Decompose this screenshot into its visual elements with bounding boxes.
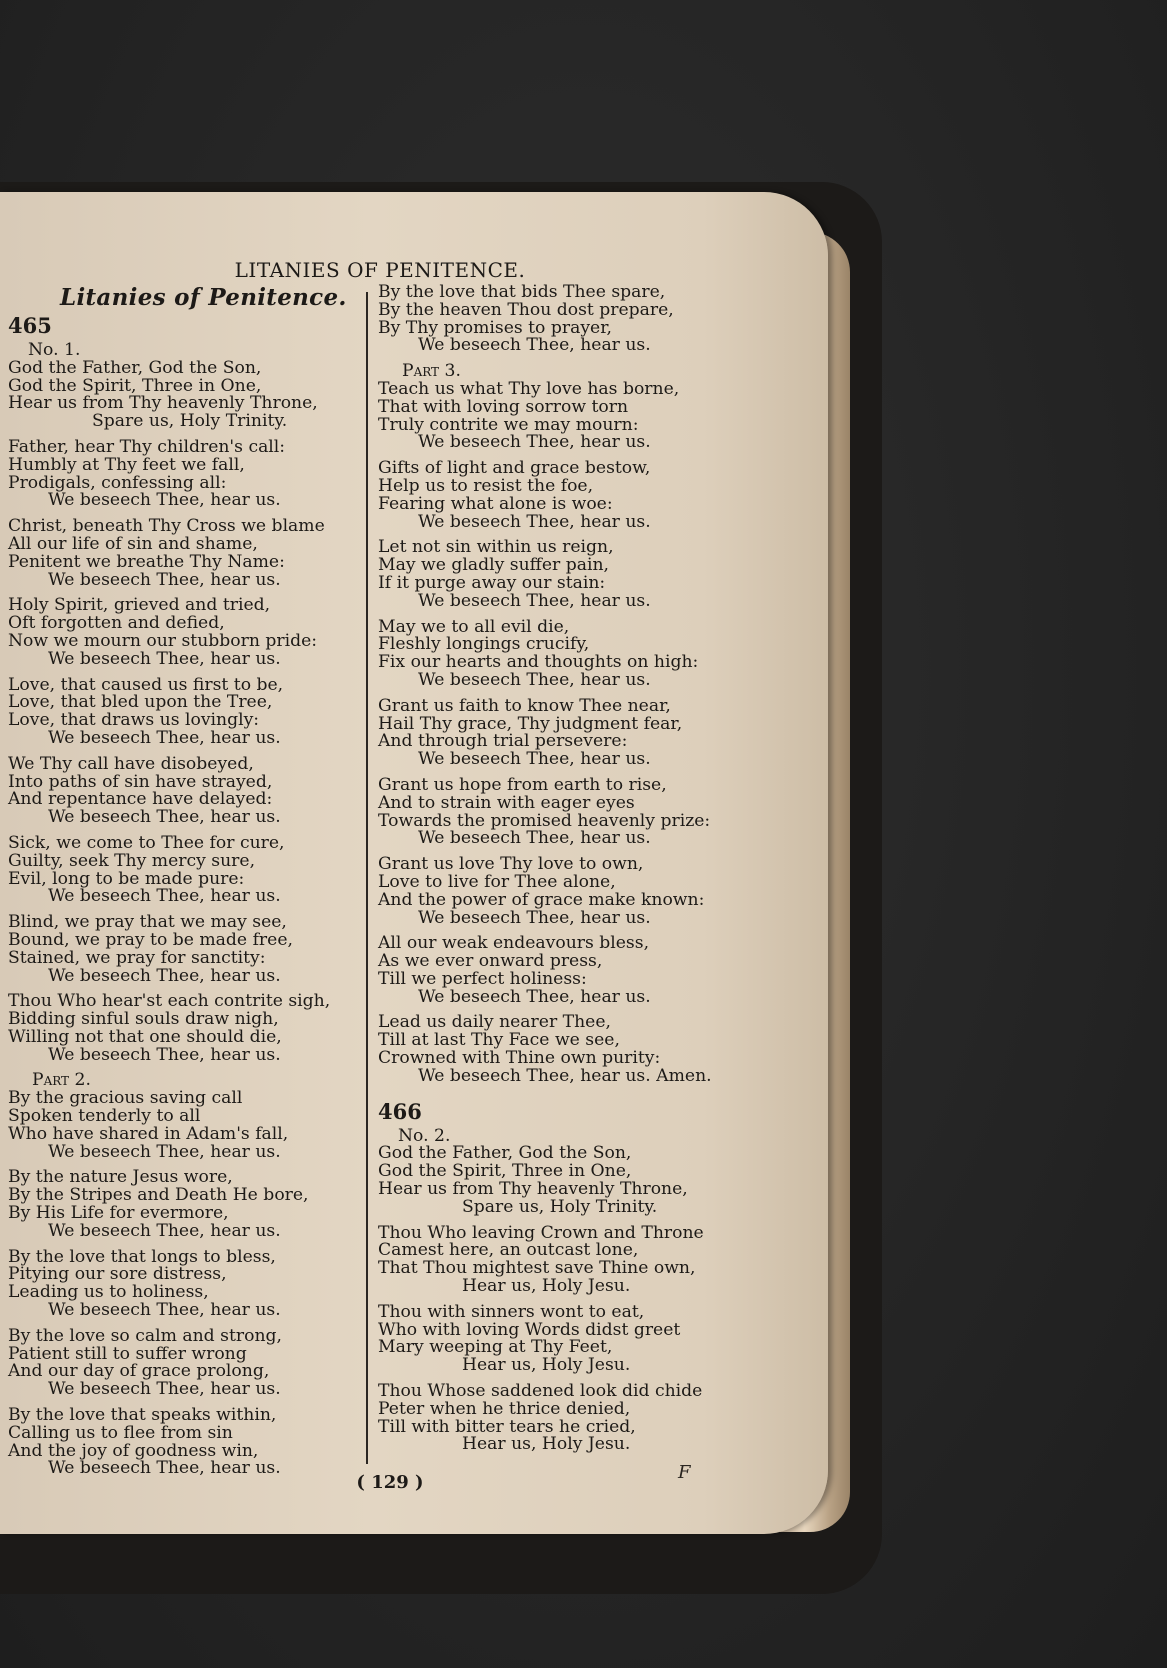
part-2-stanzas — [8, 1090, 358, 1478]
verse-line: We beseech Thee, hear us. — [48, 1141, 281, 1162]
verse-line: Sick, we come to Thee for cure, — [8, 832, 285, 853]
stanza — [378, 460, 758, 531]
stanza — [8, 993, 358, 1064]
stanza — [8, 1090, 358, 1161]
verse-line: Willing not that one should die, — [8, 1026, 282, 1047]
no-label: No. 1. — [28, 340, 81, 360]
stanza — [8, 832, 358, 907]
verse-line: Teach us what Thy love has borne, — [378, 378, 680, 399]
verse-line: God the Spirit, Three in One, — [8, 375, 262, 396]
verse-line: Humbly at Thy feet we fall, — [8, 454, 245, 475]
verse-line: Bidding sinful souls draw nigh, — [8, 1009, 279, 1030]
verse-line: That with loving sorrow torn — [378, 396, 629, 417]
verse-line: We beseech Thee, hear us. — [48, 1044, 281, 1065]
verse-line: Let not sin within us reign, — [378, 537, 614, 558]
verse-line: Hear us from Thy heavenly Throne, — [378, 1179, 688, 1200]
stanza — [378, 1383, 758, 1454]
part-3-stanzas — [378, 378, 758, 1086]
verse-line: Fearing what alone is woe: — [378, 493, 613, 514]
verse-line: Who have shared in Adam's fall, — [8, 1123, 289, 1144]
verse-line: Grant us faith to know Thee near, — [378, 695, 671, 716]
verse-line: All our weak endeavours bless, — [378, 933, 650, 954]
verse-line: Hear us, Holy Jesu. — [462, 1276, 631, 1297]
verse-line: Father, hear Thy children's call: — [8, 436, 286, 457]
verse-line: We beseech Thee, hear us. — [48, 965, 281, 986]
verse-line: If it purge away our stain: — [378, 572, 606, 593]
stanza — [378, 695, 758, 770]
verse-line: By His Life for evermore, — [8, 1203, 229, 1224]
column-divider — [366, 292, 368, 1464]
verse-line: Help us to resist the foe, — [378, 475, 594, 496]
stanza — [378, 539, 758, 610]
no-label-2: No. 2. — [398, 1125, 451, 1146]
verse-line: All our life of sin and shame, — [8, 533, 258, 554]
verse-line: Till at last Thy Face we see, — [378, 1030, 620, 1051]
stanza — [378, 1301, 758, 1376]
verse-line: Love, that caused us first to be, — [8, 674, 284, 695]
verse-line: Camest here, an outcast lone, — [378, 1240, 639, 1261]
verse-line: Stained, we pray for sanctity: — [8, 947, 266, 968]
verse-line: Fix our hearts and thoughts on high: — [378, 652, 699, 673]
verse-line: Leading us to holiness, — [8, 1282, 209, 1303]
stanza — [8, 753, 358, 828]
verse-line: By the nature Jesus wore, — [8, 1167, 233, 1188]
verse-line: We beseech Thee, hear us. — [418, 590, 651, 611]
verse-line: Into paths of sin have strayed, — [8, 771, 273, 792]
verse-line: We beseech Thee, hear us. — [418, 986, 651, 1007]
right-column — [378, 284, 758, 1462]
part-3-label: Part 3. — [402, 361, 461, 382]
verse-line: Lead us daily nearer Thee, — [378, 1012, 611, 1033]
verse-line: Truly contrite we may mourn: — [378, 414, 639, 435]
verse-line: Hear us from Thy heavenly Throne, — [8, 393, 318, 414]
stanza — [378, 774, 758, 849]
verse-line: God the Spirit, Three in One, — [378, 1161, 632, 1182]
verse-line: Peter when he thrice denied, — [378, 1398, 631, 1419]
verse-line: Oft forgotten and defied, — [8, 613, 225, 634]
verse-line: That Thou mightest save Thine own, — [378, 1258, 696, 1279]
verse-line: Guilty, seek Thy mercy sure, — [8, 850, 256, 871]
stanza — [378, 284, 758, 355]
verse-line: We beseech Thee, hear us. — [48, 1458, 281, 1479]
running-head: LITANIES OF PENITENCE. — [234, 258, 526, 282]
stanza — [378, 1145, 758, 1216]
verse-line: Spare us, Holy Trinity. — [462, 1196, 658, 1217]
verse-line: We beseech Thee, hear us. — [48, 727, 281, 748]
verse-line: Evil, long to be made pure: — [8, 868, 245, 889]
hymn-number-465: 465 — [8, 313, 52, 338]
verse-line: May we gladly suffer pain, — [378, 555, 610, 576]
verse-line: We beseech Thee, hear us. — [48, 1379, 281, 1400]
verse-line: And to strain with eager eyes — [378, 792, 635, 813]
verse-line: Fleshly longings crucify, — [378, 634, 590, 655]
stanza — [8, 1407, 358, 1478]
stanza — [8, 436, 358, 511]
verse-line: We beseech Thee, hear us. — [418, 432, 651, 453]
verse-line: By the heaven Thou dost prepare, — [378, 299, 674, 320]
stanza — [8, 597, 358, 668]
verse-line: By the love that speaks within, — [8, 1405, 277, 1426]
verse-line: And the power of grace make known: — [378, 889, 705, 910]
verse-line: Pitying our sore distress, — [8, 1264, 227, 1285]
verse-line: By the gracious saving call — [8, 1088, 243, 1109]
verse-line: Grant us hope from earth to rise, — [378, 774, 667, 795]
verse-line: Hear us, Holy Jesu. — [462, 1434, 631, 1455]
verse-line: We beseech Thee, hear us. — [418, 749, 651, 770]
verse-line: We beseech Thee, hear us. — [48, 569, 281, 590]
verse-line: Mary weeping at Thy Feet, — [378, 1337, 613, 1358]
verse-line: Spoken tenderly to all — [8, 1106, 201, 1127]
verse-line: We beseech Thee, hear us. — [48, 886, 281, 907]
stanza — [378, 1014, 758, 1085]
verse-line: Bound, we pray to be made free, — [8, 929, 293, 950]
verse-line: Grant us love Thy love to own, — [378, 854, 644, 875]
stanza — [8, 357, 358, 432]
verse-line: Who with loving Words didst greet — [378, 1319, 681, 1340]
verse-line: Gifts of light and grace bestow, — [378, 458, 651, 479]
verse-line: Blind, we pray that we may see, — [8, 912, 287, 933]
verse-line: By the love so calm and strong, — [8, 1325, 282, 1346]
verse-line: Love, that draws us lovingly: — [8, 710, 260, 731]
verse-line: Patient still to suffer wrong — [8, 1343, 247, 1364]
part-2-label: Part 2. — [32, 1070, 91, 1091]
verse-line: Love, that bled upon the Tree, — [8, 692, 273, 713]
verse-line: Till we perfect holiness: — [378, 968, 587, 989]
opening-stanza — [378, 284, 758, 355]
verse-line: We beseech Thee, hear us. — [418, 907, 651, 928]
verse-line: Towards the promised heavenly prize: — [378, 810, 711, 831]
stanza — [8, 914, 358, 985]
verse-line: And our day of grace prolong, — [8, 1361, 270, 1382]
signature-mark: F — [678, 1462, 691, 1483]
verse-line: Thou Who leaving Crown and Throne — [378, 1222, 704, 1243]
verse-line: May we to all evil die, — [378, 616, 570, 637]
verse-line: Christ, beneath Thy Cross we blame — [8, 516, 325, 537]
verse-line: Prodigals, confessing all: — [8, 472, 227, 493]
verse-line: Thou with sinners wont to eat, — [378, 1301, 645, 1322]
verse-line: Love to live for Thee alone, — [378, 871, 616, 892]
verse-line: By the love that bids Thee spare, — [378, 282, 666, 302]
verse-line: We beseech Thee, hear us. — [48, 648, 281, 669]
verse-line: God the Father, God the Son, — [378, 1143, 632, 1164]
stanza — [378, 1222, 758, 1297]
verse-line: Now we mourn our stubborn pride: — [8, 630, 318, 651]
left-stanzas — [8, 357, 358, 1065]
verse-line: We beseech Thee, hear us. — [418, 669, 651, 690]
verse-line: We beseech Thee, hear us. Amen. — [418, 1065, 712, 1086]
verse-line: Hear us, Holy Jesu. — [462, 1355, 631, 1376]
verse-line: Crowned with Thine own purity: — [378, 1048, 661, 1069]
verse-line: We beseech Thee, hear us. — [418, 335, 651, 356]
verse-line: Thou Who hear'st each contrite sigh, — [8, 991, 331, 1012]
stanza — [378, 856, 758, 927]
verse-line: We beseech Thee, hear us. — [418, 511, 651, 532]
stanza — [8, 674, 358, 748]
stanza — [8, 518, 358, 589]
stanza — [8, 1169, 358, 1240]
verse-line: Penitent we breathe Thy Name: — [8, 551, 285, 572]
stanza — [8, 1325, 358, 1400]
verse-line: As we ever onward press, — [378, 951, 603, 972]
verse-line: God the Father, God the Son, — [8, 357, 262, 378]
verse-line: And through trial persevere: — [378, 731, 628, 752]
verse-line: By Thy promises to prayer, — [378, 317, 613, 338]
stanza — [8, 1246, 358, 1321]
verse-line: And the joy of goodness win, — [8, 1440, 259, 1461]
verse-line: Till with bitter tears he cried, — [378, 1416, 636, 1437]
hymn-number-466: 466 — [378, 1098, 422, 1124]
stanza — [378, 616, 758, 690]
section-title: Litanies of Penitence. — [60, 284, 347, 311]
verse-line: And repentance have delayed: — [8, 789, 273, 810]
left-column — [8, 284, 358, 1486]
stanza — [378, 378, 758, 453]
verse-line: By the love that longs to bless, — [8, 1246, 276, 1267]
verse-line: Hail Thy grace, Thy judgment fear, — [378, 713, 683, 734]
hymn-2-stanzas — [378, 1145, 758, 1454]
verse-line: We beseech Thee, hear us. — [418, 828, 651, 849]
verse-line: By the Stripes and Death He bore, — [8, 1185, 309, 1206]
stanza — [378, 935, 758, 1006]
verse-line: We beseech Thee, hear us. — [48, 807, 281, 828]
verse-line: Holy Spirit, grieved and tried, — [8, 595, 271, 616]
verse-line: We beseech Thee, hear us. — [48, 1220, 281, 1241]
verse-line: We beseech Thee, hear us. — [48, 490, 281, 511]
page-number: ( 129 ) — [356, 1472, 424, 1493]
verse-line: We beseech Thee, hear us. — [48, 1300, 281, 1321]
verse-line: Spare us, Holy Trinity. — [92, 411, 288, 432]
verse-line: Calling us to flee from sin — [8, 1422, 233, 1443]
verse-line: Thou Whose saddened look did chide — [378, 1381, 703, 1402]
verse-line: We Thy call have disobeyed, — [8, 753, 254, 774]
